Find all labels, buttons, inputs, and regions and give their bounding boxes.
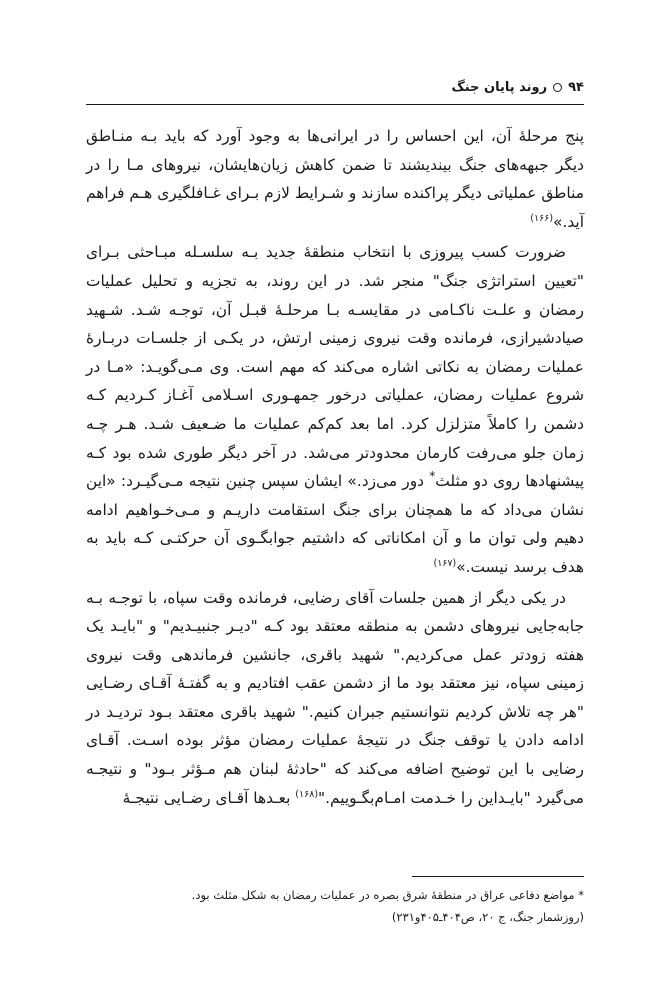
header-rule (86, 104, 584, 105)
paragraph-3 (86, 584, 584, 813)
paragraph-2 (86, 238, 584, 581)
page-number: ۹۴ (568, 80, 584, 95)
footnote-rule (412, 876, 584, 877)
circle-ornament-icon (553, 83, 562, 92)
footnote (86, 884, 584, 928)
paragraph-3-text-after: بعـدها آقـای رضـایی نتیجـهٔ (122, 788, 296, 807)
body-text (86, 122, 584, 812)
running-title: روند پایان جنگ (451, 80, 548, 95)
citation-ref-167: (۱۶۷) (433, 557, 457, 569)
paragraph-1-text: پنج مرحلهٔ آن، این احساس را در ایرانی‌ها به وجود آورد که باید بـه منـاطق دیگر جبهه‌های جنگ بیندیشند تا ضمن کاهش زیان‌هایشان، نیروهای مـا را در مناطق عملیاتی دیگر پراکنده سازند و شـرایط لازم بـرای غـافلگیری هـم فراهم آید.» (86, 127, 584, 231)
citation-ref-166: (۱۶۶) (530, 212, 554, 224)
paragraph-3-text-before: در یکی دیگر از همین جلسات آقای رضایی، فرمانده وقت سپاه، با توجـه بـه جابه‌جایی نیروهای دشمن به منطقه معتقد بود کـه "دیـر جنبیـدیم" و "بایـد یک هفته زودتر عمل می‌کردیم." شهید باقری، جانشین فرماندهی وقت نیروی زمینی سپاه، نیز معتقد بود ما از دشمن عقب افتادیم و به گفتـهٔ آقـای رضـایی "هر چه تلاش کردیم نتوانستیم جبران کنیم." شهید باقری معتقد بـود تردیـد در ادامه دادن یا توقف جنگ در نتیجهٔ عملیات رمضان مؤثر بوده اسـت. آقـای رضایی با این توضیح اضافه می‌کند که "حادثهٔ لبنان هم مـؤثر بـود" و نتیجـه می‌گیرد "بایـداین را خـدمت امـام‌بگـوییم." (86, 588, 584, 807)
footnote-line-1: * مواضع دفاعی عراق در منطقهٔ شرق بصره در عملیات رمضان به شکل مثلث بود. (191, 888, 584, 902)
paragraph-1 (86, 122, 584, 236)
paragraph-2-text-before: ضرورت کسب پیروزی با انتخاب منطقهٔ جدید بـه سلسـله مبـاحثی بـرای "تعیین استراتژی جنگ" منجر شد. در این روند، به تجزیه و تحلیل عملیات رمضان و علـت ناکـامی در مقایسـه بـا مرحلـهٔ قبـل آن، توجـه شـد. شـهید صیادشیرازی، فرمانده وقت نیروی زمینی ارتش، در یکـی از جلسـات دربـارهٔ عملیات رمضان به نکاتی اشاره می‌کند که مهم است. وی مـی‌گویـد: «مـا در شروع عملیات رمضان، عملیاتی درخور جمهـوری اسـلامی آغـاز کـردیم کـه دشمن را کاملاً متزلزل کرد. اما بعد کم‌کم عملیات ما ضـعیف شـد. هـر چـه زمان جلو می‌رفت کارمان محدودتر می‌شد. در آخر دیگر طوری شده بود کـه پیشنهادها روی دو مثلث (86, 243, 585, 491)
footnote-star-marker: * (429, 469, 436, 483)
citation-ref-168: (۱۶۸) (295, 788, 319, 800)
running-header (86, 80, 584, 95)
footnote-line-2: (روزشمار جنگ، ج ۲۰، ص۴۰۴ـ۴۰۵و۲۳۱) (391, 910, 584, 924)
paragraph-2-text-after: دور می‌زد.» ایشان سپس چنین نتیجه مـی‌گیـرد: «این نشان می‌داد که ما همچنان برای جنگ استقامت داریـم و مـی‌خـواهیم ادامه دهیم ولی توان ما و آن امکاناتی که داشتیم جوابگـوی آن حرکتـی کـه باید به هدف برسد نیست.» (86, 472, 584, 576)
